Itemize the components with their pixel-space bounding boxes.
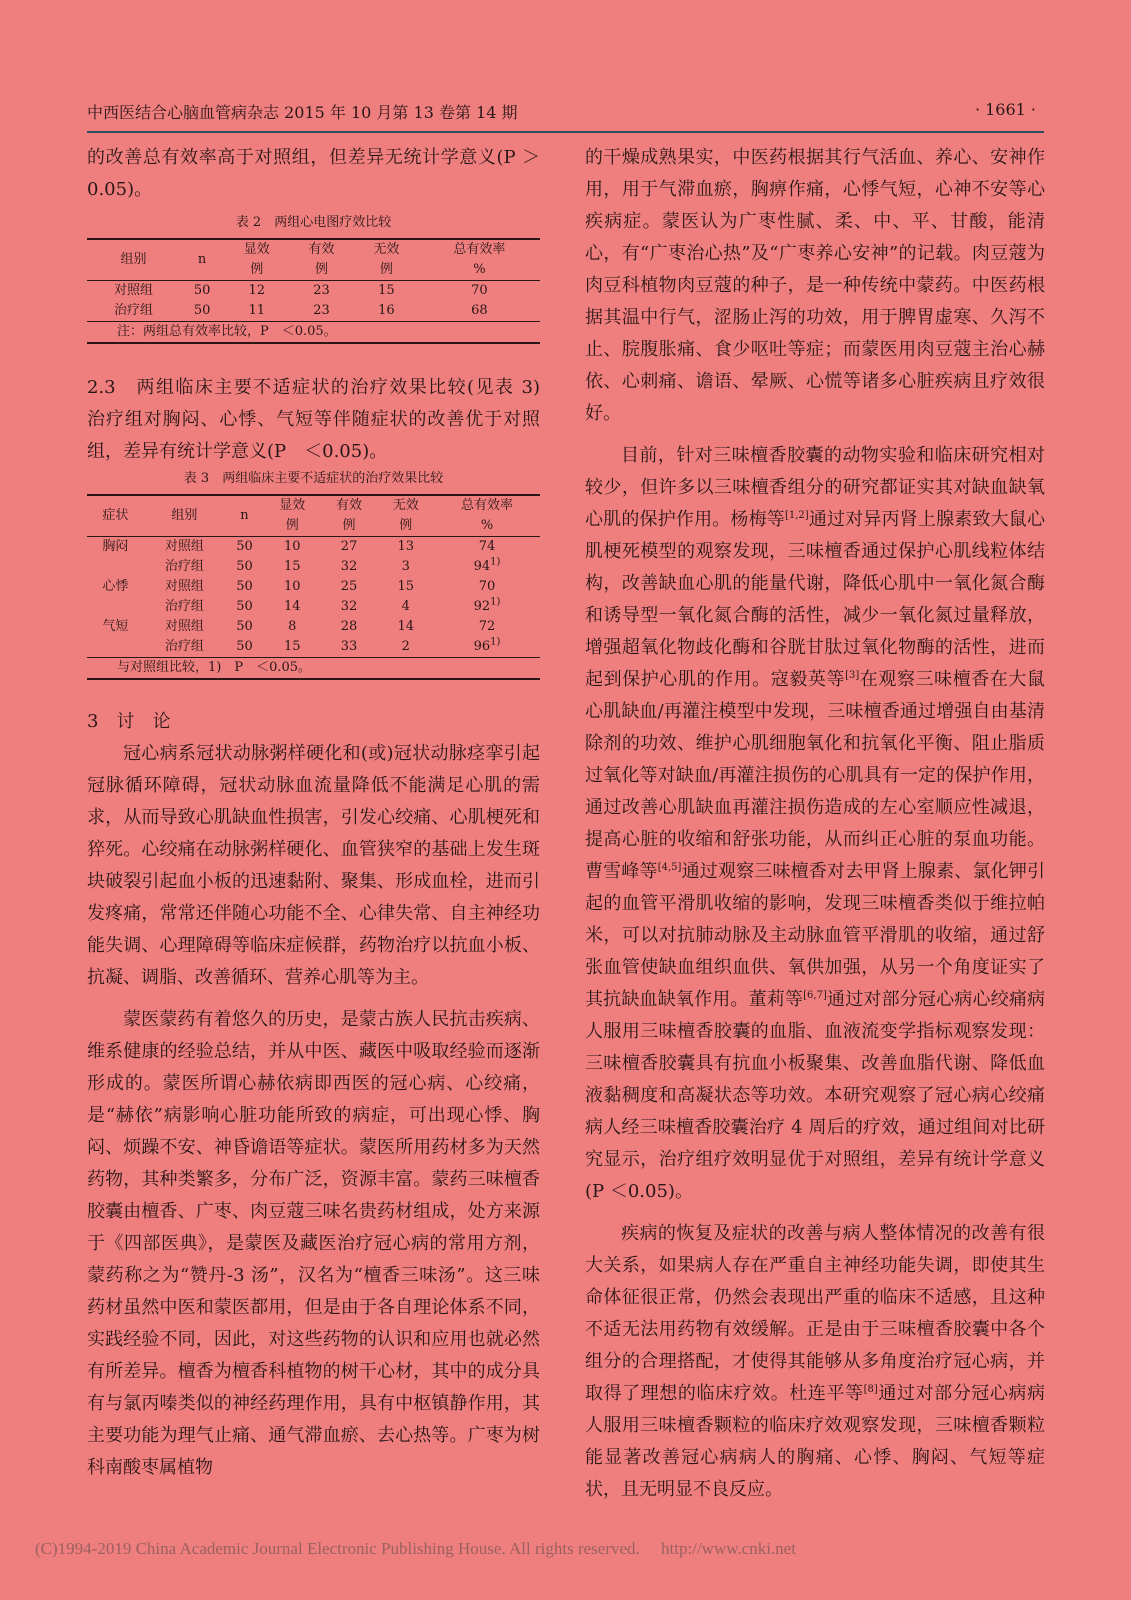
table-header: 总有效率 bbox=[461, 498, 514, 513]
table-header: % bbox=[473, 262, 486, 277]
paragraph: 的干燥成熟果实，中医药根据其行气活血、养心、安神作用，用于气滞血瘀，胸痹作痛，心悸气短，心神不安等心疾病症。蒙医认为广枣性腻、柔、中、平、甘酸，能清心，有“广枣治心热”及“广枣养心安神”的记载。肉豆蔻为肉豆科植物肉豆蔻的种子，是一种传统中蒙药。中医药根据其温中行气，涩肠止泻的功效，用于脾胃虚寒、久泻不止、脘腹胀痛、食少呕吐等症；而蒙医用肉豆蔻主治心赫依、心刺痛、谵语、晕厥、心慌等诸多心脏疾病且疗效很好。 bbox=[585, 147, 1045, 424]
table-cell: 32 bbox=[340, 559, 358, 574]
text-run: 通过观察三味檀香对去甲肾上腺素、氯化钾引起的血管平滑肌收缩的影响，发现三味檀香类似于维拉帕米，可以对抗肺动脉及主动脉血管平滑肌的收缩，通过舒张血管使缺血组织血供、氧供加强，从另一个角度证实了其抗缺血缺氧作用。董莉等 bbox=[585, 861, 1046, 1010]
table-cell bbox=[434, 597, 540, 617]
text-run: 通过对部分冠心病病人服用三味檀香颗粒的临床疗效观察发现，三味檀香颗粒能显著改善冠心病病人的胸痛、心悸、胸闷、气短等症状，且无明显不良反应。 bbox=[585, 1383, 1046, 1500]
cell-value: 94 bbox=[473, 559, 491, 574]
table-cell: 68 bbox=[471, 303, 488, 318]
paragraph bbox=[585, 1218, 1045, 1506]
table-3 bbox=[87, 494, 540, 680]
table-cell: 对照组 bbox=[164, 539, 204, 554]
citation: [3] bbox=[845, 670, 860, 681]
table-cell: 50 bbox=[193, 303, 211, 318]
table-header: 例 bbox=[315, 262, 329, 277]
text-run: 疾病的恢复及症状的改善与病人整体情况的改善有很大关系，如果病人存在严重自主神经功能失调，即使其生命体征很正常，仍然会表现出严重的临床不适感，且这种不适无法用药物有效缓解。正是由于三味檀香胶囊中各个组分的合理搭配，才使得其能够从多角度治疗冠心病，并取得了理想的临床疗效。杜连平等 bbox=[585, 1223, 1045, 1404]
table-cell: 12 bbox=[248, 283, 265, 298]
citation: [4,5] bbox=[657, 862, 682, 873]
table-cell: 50 bbox=[236, 539, 253, 554]
paragraph: 的改善总有效率高于对照组，但差异无统计学意义(P ＞0.05)。 bbox=[87, 147, 540, 200]
table-cell: 治疗组 bbox=[113, 303, 153, 318]
table-header: 无效 bbox=[392, 498, 419, 513]
table-cell: 8 bbox=[288, 619, 297, 634]
table-cell bbox=[87, 637, 144, 658]
running-header bbox=[87, 95, 1044, 133]
table-header: 例 bbox=[250, 262, 264, 277]
table-header: % bbox=[480, 518, 494, 533]
table-cell: 心悸 bbox=[102, 579, 129, 594]
table-header: 组别 bbox=[171, 508, 198, 523]
table-2 bbox=[87, 238, 540, 344]
text-run: 目前，针对三味檀香胶囊的动物实验和临床研究相对较少，但许多以三味檀香组分的研究都证实其对缺血缺氧心肌的保护作用。杨梅等 bbox=[585, 445, 1045, 530]
table-cell: 23 bbox=[313, 283, 330, 298]
table-cell: 10 bbox=[283, 579, 301, 594]
table-cell: 33 bbox=[340, 639, 358, 654]
table-cell: 27 bbox=[340, 539, 358, 554]
table-note: 与对照组比较，1) P ＜0.05。 bbox=[117, 660, 312, 675]
table-cell: 治疗组 bbox=[164, 559, 204, 574]
paragraph: 蒙医蒙药有着悠久的历史，是蒙古族人民抗击疾病、维系健康的经验总结，并从中医、藏医中吸取经验而逐渐形成的。蒙医所谓心赫依病即西医的冠心病、心绞痛，是“赫依”病影响心脏功能所致的病症，可出现心悸、胸闷、烦躁不安、神昏谵语等症状。蒙医所用药材多为天然药物，其种类繁多，分布广泛，资源丰富。蒙药三味檀香胶囊由檀香、广枣、肉豆蔻三味名贵药材组成，处方来源于《四部医典》，是蒙医及藏医治疗冠心病的常用方剂，蒙药称之为“赞丹-3 汤”，汉名为“檀香三味汤”。这三味药材虽然中医和蒙医都用，但是由于各自理论体系不同，实践经验不同，因此，对这些药物的认识和应用也就必然有所差异。檀香为檀香科植物的树干心材，其中的成分具有与氯丙嗪类似的神经药理作用，具有中枢镇静作用，其主要功能为理气止痛、通气滞血瘀、去心热等。广枣为树科南酸枣属植物 bbox=[87, 1009, 540, 1478]
table-cell: 14 bbox=[283, 599, 301, 614]
table-header: 有效 bbox=[335, 498, 362, 513]
superscript: 1) bbox=[490, 556, 501, 568]
page-number: · 1661 · bbox=[974, 100, 1036, 119]
right-column bbox=[585, 142, 1045, 1506]
paragraph bbox=[585, 440, 1045, 1208]
text-run: 在观察三味檀香在大鼠心肌缺血/再灌注模型中发现，三味檀香通过增强自由基清除剂的功效、维护心肌细胞氧化和抗氧化平衡、阻止脂质过氧化等对缺血/再灌注损伤的心肌具有一定的保护作用，通过改善心肌缺血再灌注损伤造成的左心室顺应性减退，提高心脏的收缩和舒张功能，从而纠正心脏的泵血功能。曹雪峰等 bbox=[585, 669, 1046, 882]
table-header: 显效 bbox=[279, 498, 306, 513]
table-header: 症状 bbox=[102, 508, 129, 523]
text-run: 通过对异丙肾上腺素致大鼠心肌梗死模型的观察发现，三味檀香通过保护心肌线粒体结构，改善缺血心肌的能量代谢，降低心肌中一氧化氮合酶和诱导型一氧化氮合酶的活性，减少一氧化氮过量释放，增强超氧化物歧化酶和谷胱甘肽过氧化物酶的活性，进而起到保护心肌的作用。寇毅英等 bbox=[585, 509, 1046, 690]
paragraph: 冠心病系冠状动脉粥样硬化和(或)冠状动脉痉挛引起冠脉循环障碍，冠状动脉血流量降低不能满足心肌的需求，从而导致心肌缺血性损害，引发心绞痛、心肌梗死和猝死。心绞痛在动脉粥样硬化、血管狭窄的基础上发生斑块破裂引起血小板的迅速黏附、聚集、形成血栓，进而引发疼痛，常常还伴随心功能不全、心律失常、自主神经功能失调、心理障碍等临床症候群，药物治疗以抗血小板、抗凝、调脂、改善循环、营养心肌等为主。 bbox=[87, 743, 540, 988]
table-cell: 对照组 bbox=[164, 619, 204, 634]
table-cell: 28 bbox=[340, 619, 358, 634]
text-run: 通过对部分冠心病心绞痛病人服用三味檀香胶囊的血脂、血液流变学指标观察发现：三味檀香胶囊具有抗血小板聚集、改善血脂代谢、降低血液黏稠度和高凝状态等功效。本研究观察了冠心病心绞痛病人经三味檀香胶囊治疗 4 周后的疗效，通过组间对比研究显示，治疗组疗效明显优于对照组，差异有统计学意义(P ＜0.05)。 bbox=[585, 989, 1045, 1202]
table-header: 有效 bbox=[308, 242, 335, 257]
table-row bbox=[87, 301, 540, 322]
table-header: n bbox=[197, 252, 207, 267]
table-cell: 70 bbox=[471, 283, 488, 298]
section-3-title: 3 讨 论 bbox=[87, 711, 171, 732]
table-row bbox=[87, 597, 540, 617]
table-cell: 10 bbox=[283, 539, 301, 554]
superscript: 1) bbox=[490, 636, 501, 648]
table-cell: 15 bbox=[397, 579, 414, 594]
table-note: 注：两组总有效率比较，P ＜0.05。 bbox=[117, 324, 337, 339]
table-header: 例 bbox=[285, 518, 299, 533]
table-cell: 治疗组 bbox=[164, 639, 204, 654]
table-caption: 表 2 两组心电图疗效比较 bbox=[235, 215, 392, 230]
table-header: 例 bbox=[342, 518, 356, 533]
table-cell: 50 bbox=[193, 283, 211, 298]
table-cell: 3 bbox=[401, 559, 410, 574]
table-caption: 表 3 两组临床主要不适症状的治疗效果比较 bbox=[183, 471, 444, 486]
table-row bbox=[87, 577, 540, 597]
citation: [6,7] bbox=[803, 990, 827, 1001]
section-2-3: 2.3 两组临床主要不适症状的治疗效果比较(见表 3) 治疗组对胸闷、心悸、气短等伴随症状的改善优于对照组，差异有统计学意义(P ＜0.05)。 bbox=[87, 377, 558, 462]
table-cell: 23 bbox=[313, 303, 330, 318]
table-header: 组别 bbox=[120, 252, 147, 267]
table-cell: 13 bbox=[397, 539, 414, 554]
table-cell: 对照组 bbox=[164, 579, 204, 594]
table-header: n bbox=[240, 508, 249, 523]
table-cell: 72 bbox=[478, 619, 496, 634]
left-column bbox=[87, 142, 558, 1484]
table-cell: 2 bbox=[401, 639, 410, 654]
table-header: 例 bbox=[399, 518, 413, 533]
table-cell: 15 bbox=[378, 283, 395, 298]
citation: [1,2] bbox=[784, 510, 809, 521]
table-row bbox=[87, 637, 540, 658]
table-cell: 50 bbox=[236, 599, 253, 614]
table-cell: 25 bbox=[340, 579, 358, 594]
table-header: 例 bbox=[379, 262, 393, 277]
table-cell: 16 bbox=[378, 303, 395, 318]
table-header: 无效 bbox=[373, 242, 400, 257]
cell-value: 96 bbox=[473, 639, 491, 654]
table-cell bbox=[87, 597, 144, 617]
table-cell: 32 bbox=[340, 599, 358, 614]
table-cell: 14 bbox=[397, 619, 414, 634]
table-header: 显效 bbox=[243, 242, 270, 257]
journal-title: 中西医结合心脑血管病杂志 2015 年 10 月第 13 卷第 14 期 bbox=[87, 103, 518, 122]
table-cell bbox=[434, 557, 540, 577]
table-cell: 70 bbox=[478, 579, 496, 594]
table-cell: 4 bbox=[401, 599, 410, 614]
table-cell: 50 bbox=[236, 619, 253, 634]
citation: [8] bbox=[863, 1384, 878, 1395]
table-cell: 11 bbox=[248, 303, 265, 318]
table-cell: 15 bbox=[283, 559, 301, 574]
table-cell: 15 bbox=[283, 639, 301, 654]
table-row bbox=[87, 537, 540, 558]
table-cell: 50 bbox=[236, 559, 253, 574]
table-row bbox=[87, 617, 540, 637]
copyright-footer: (C)1994-2019 China Academic Journal Electronic Publishing House. All rights reserved. http://www.cnki.net bbox=[35, 1539, 796, 1558]
table-cell: 胸闷 bbox=[102, 539, 129, 554]
table-cell: 50 bbox=[236, 639, 253, 654]
table-cell bbox=[434, 637, 540, 658]
table-cell: 对照组 bbox=[113, 283, 153, 298]
table-cell: 74 bbox=[478, 539, 496, 554]
table-cell bbox=[87, 557, 144, 577]
table-row bbox=[87, 557, 540, 577]
table-cell: 50 bbox=[236, 579, 253, 594]
table-cell: 治疗组 bbox=[164, 599, 204, 614]
cell-value: 92 bbox=[473, 599, 491, 614]
table-cell: 气短 bbox=[102, 619, 129, 634]
table-header: 总有效率 bbox=[453, 242, 506, 257]
superscript: 1) bbox=[490, 596, 501, 608]
table-row bbox=[87, 281, 540, 302]
